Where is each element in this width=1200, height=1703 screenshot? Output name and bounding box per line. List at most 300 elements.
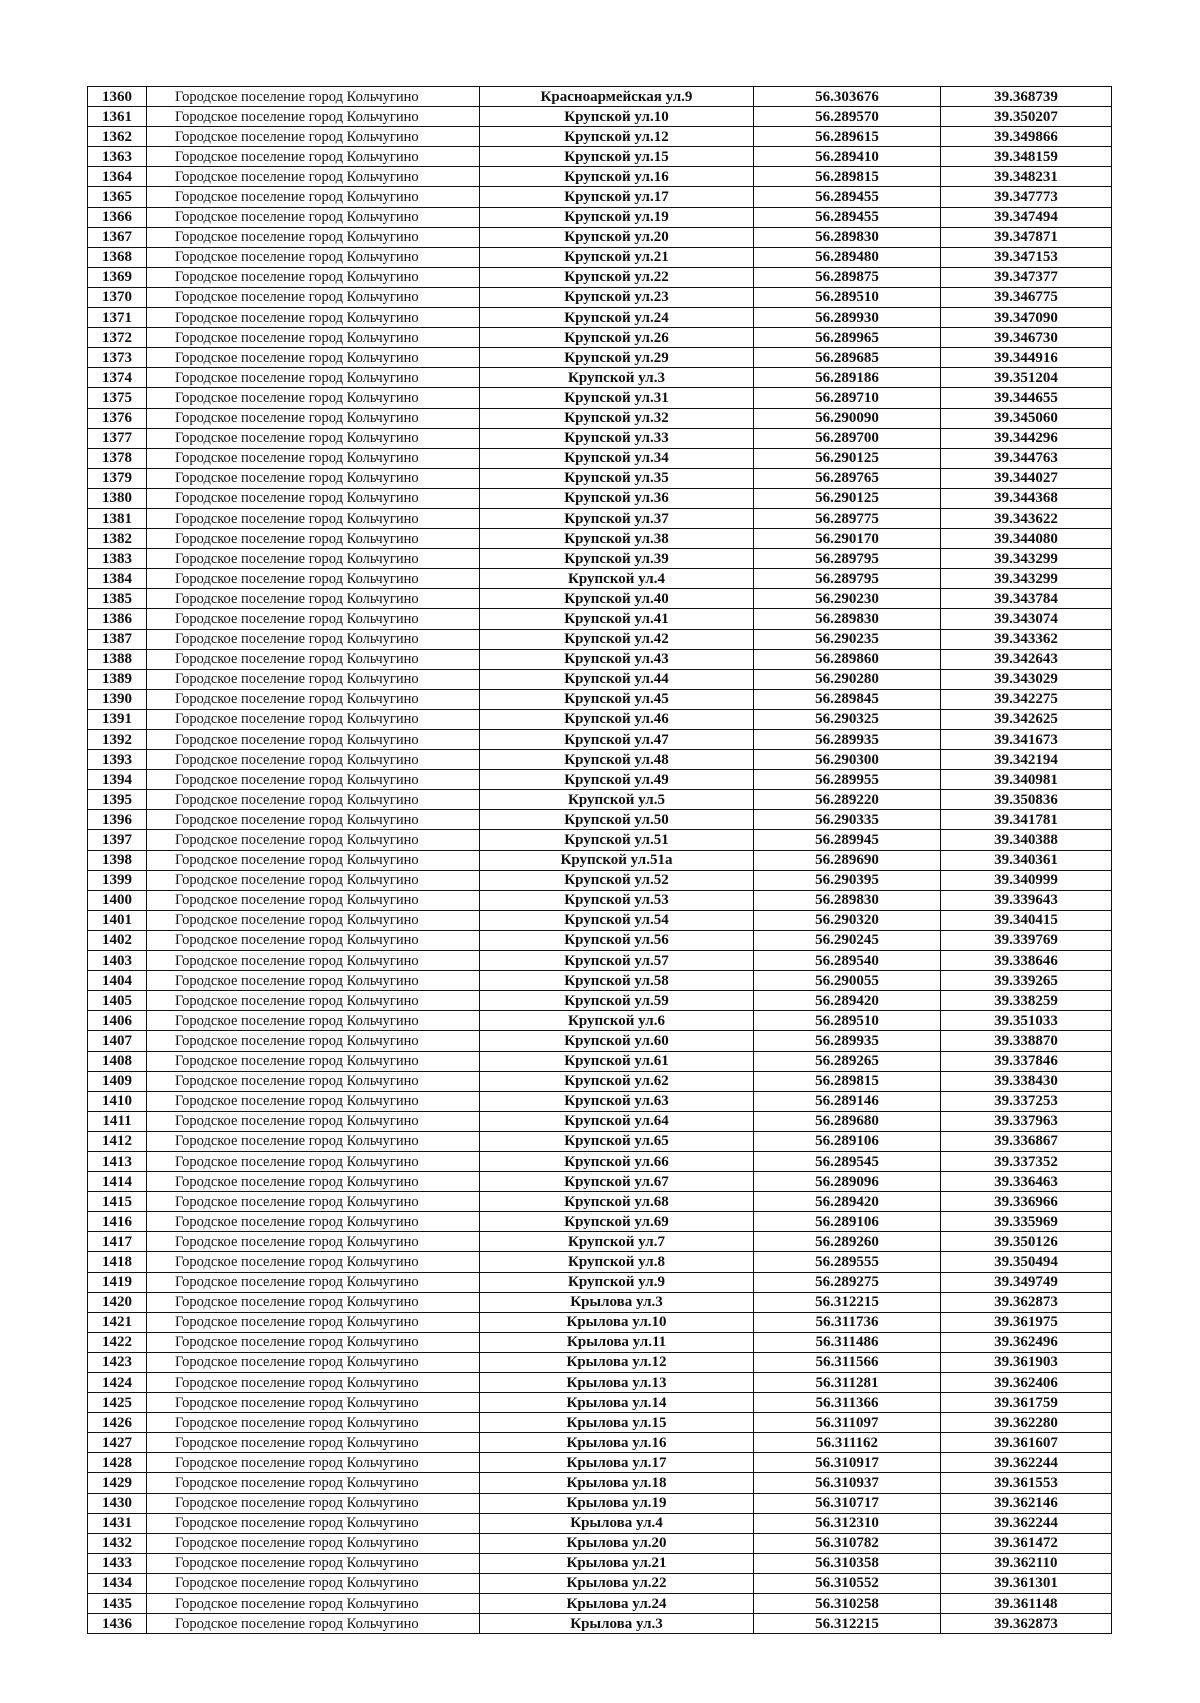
row-number-cell: 1380 [88,488,147,508]
settlement-cell: Городское поселение город Кольчугино [147,388,480,408]
table-row [88,1312,1112,1332]
address-cell: Крупской ул.48 [480,750,754,770]
latitude-cell: 56.311366 [754,1393,941,1413]
address-cell: Крупской ул.47 [480,730,754,750]
table-row [88,408,1112,428]
settlement-cell: Городское поселение город Кольчугино [147,227,480,247]
latitude-cell: 56.289690 [754,850,941,870]
longitude-cell: 39.362873 [941,1614,1112,1634]
row-number-cell: 1396 [88,810,147,830]
table-row [88,1172,1112,1192]
settlement-cell: Городское поселение город Кольчугино [147,508,480,528]
longitude-cell: 39.341673 [941,730,1112,750]
longitude-cell: 39.338259 [941,991,1112,1011]
table-row [88,468,1112,488]
settlement-cell: Городское поселение город Кольчугино [147,1553,480,1573]
address-cell: Крупской ул.37 [480,508,754,528]
longitude-cell: 39.362244 [941,1453,1112,1473]
row-number-cell: 1384 [88,569,147,589]
latitude-cell: 56.289935 [754,1031,941,1051]
settlement-cell: Городское поселение город Кольчугино [147,991,480,1011]
longitude-cell: 39.362406 [941,1373,1112,1393]
row-number-cell: 1428 [88,1453,147,1473]
latitude-cell: 56.290325 [754,709,941,729]
longitude-cell: 39.350494 [941,1252,1112,1272]
address-cell: Крупской ул.50 [480,810,754,830]
row-number-cell: 1365 [88,187,147,207]
longitude-cell: 39.361301 [941,1573,1112,1593]
row-number-cell: 1392 [88,730,147,750]
settlement-cell: Городское поселение город Кольчугино [147,609,480,629]
table-row [88,1453,1112,1473]
longitude-cell: 39.362496 [941,1332,1112,1352]
row-number-cell: 1405 [88,991,147,1011]
longitude-cell: 39.361607 [941,1433,1112,1453]
settlement-cell: Городское поселение город Кольчугино [147,669,480,689]
settlement-cell: Городское поселение город Кольчугино [147,448,480,468]
latitude-cell: 56.289420 [754,991,941,1011]
table-row [88,1533,1112,1553]
address-coordinates-table [87,86,1112,1634]
table-row [88,1252,1112,1272]
row-number-cell: 1391 [88,709,147,729]
latitude-cell: 56.289860 [754,649,941,669]
address-cell: Крылова ул.3 [480,1614,754,1634]
latitude-cell: 56.289680 [754,1111,941,1131]
latitude-cell: 56.289540 [754,951,941,971]
settlement-cell: Городское поселение город Кольчугино [147,890,480,910]
settlement-cell: Городское поселение город Кольчугино [147,1272,480,1292]
table-row [88,951,1112,971]
table-row [88,267,1112,287]
longitude-cell: 39.351204 [941,368,1112,388]
latitude-cell: 56.290235 [754,629,941,649]
longitude-cell: 39.344763 [941,448,1112,468]
table-row [88,1131,1112,1151]
longitude-cell: 39.339643 [941,890,1112,910]
settlement-cell: Городское поселение город Кольчугино [147,1312,480,1332]
settlement-cell: Городское поселение город Кольчугино [147,589,480,609]
latitude-cell: 56.289510 [754,287,941,307]
address-cell: Крупской ул.9 [480,1272,754,1292]
settlement-cell: Городское поселение город Кольчугино [147,629,480,649]
latitude-cell: 56.289410 [754,147,941,167]
latitude-cell: 56.290090 [754,408,941,428]
settlement-cell: Городское поселение город Кольчугино [147,910,480,930]
row-number-cell: 1417 [88,1232,147,1252]
longitude-cell: 39.341781 [941,810,1112,830]
latitude-cell: 56.290300 [754,750,941,770]
row-number-cell: 1379 [88,468,147,488]
settlement-cell: Городское поселение город Кольчугино [147,790,480,810]
row-number-cell: 1415 [88,1192,147,1212]
settlement-cell: Городское поселение город Кольчугино [147,1393,480,1413]
settlement-cell: Городское поселение город Кольчугино [147,1011,480,1031]
row-number-cell: 1402 [88,930,147,950]
table-row [88,971,1112,991]
longitude-cell: 39.344655 [941,388,1112,408]
table-body [88,87,1112,1634]
settlement-cell: Городское поселение город Кольчугино [147,1292,480,1312]
table-row [88,709,1112,729]
longitude-cell: 39.343074 [941,609,1112,629]
settlement-cell: Городское поселение город Кольчугино [147,328,480,348]
address-cell: Крупской ул.16 [480,167,754,187]
longitude-cell: 39.336966 [941,1192,1112,1212]
latitude-cell: 56.312215 [754,1292,941,1312]
address-cell: Крупской ул.3 [480,368,754,388]
longitude-cell: 39.340415 [941,910,1112,930]
longitude-cell: 39.340999 [941,870,1112,890]
row-number-cell: 1435 [88,1594,147,1614]
settlement-cell: Городское поселение город Кольчугино [147,1212,480,1232]
row-number-cell: 1408 [88,1051,147,1071]
settlement-cell: Городское поселение город Кольчугино [147,730,480,750]
longitude-cell: 39.350836 [941,790,1112,810]
table-row [88,589,1112,609]
longitude-cell: 39.342643 [941,649,1112,669]
row-number-cell: 1368 [88,247,147,267]
table-row [88,187,1112,207]
row-number-cell: 1386 [88,609,147,629]
latitude-cell: 56.289260 [754,1232,941,1252]
table-row [88,488,1112,508]
address-cell: Крупской ул.61 [480,1051,754,1071]
settlement-cell: Городское поселение город Кольчугино [147,1413,480,1433]
latitude-cell: 56.310937 [754,1473,941,1493]
longitude-cell: 39.347773 [941,187,1112,207]
table-row [88,649,1112,669]
address-cell: Крупской ул.20 [480,227,754,247]
table-row [88,1413,1112,1433]
row-number-cell: 1394 [88,770,147,790]
longitude-cell: 39.350126 [941,1232,1112,1252]
settlement-cell: Городское поселение город Кольчугино [147,770,480,790]
latitude-cell: 56.289830 [754,227,941,247]
latitude-cell: 56.289186 [754,368,941,388]
longitude-cell: 39.346775 [941,287,1112,307]
table-row [88,1553,1112,1573]
address-cell: Крылова ул.11 [480,1332,754,1352]
address-cell: Крупской ул.22 [480,267,754,287]
row-number-cell: 1399 [88,870,147,890]
latitude-cell: 56.311097 [754,1413,941,1433]
row-number-cell: 1421 [88,1312,147,1332]
address-cell: Крупской ул.52 [480,870,754,890]
settlement-cell: Городское поселение город Кольчугино [147,1513,480,1533]
settlement-cell: Городское поселение город Кольчугино [147,649,480,669]
settlement-cell: Городское поселение город Кольчугино [147,850,480,870]
row-number-cell: 1400 [88,890,147,910]
address-cell: Крупской ул.29 [480,348,754,368]
address-cell: Крупской ул.51 [480,830,754,850]
address-cell: Крупской ул.46 [480,709,754,729]
longitude-cell: 39.343362 [941,629,1112,649]
row-number-cell: 1377 [88,428,147,448]
address-cell: Крупской ул.4 [480,569,754,589]
latitude-cell: 56.289945 [754,830,941,850]
settlement-cell: Городское поселение город Кольчугино [147,1071,480,1091]
table-row [88,1111,1112,1131]
address-cell: Крупской ул.67 [480,1172,754,1192]
table-row [88,689,1112,709]
longitude-cell: 39.361975 [941,1312,1112,1332]
settlement-cell: Городское поселение город Кольчугино [147,1232,480,1252]
address-cell: Крупской ул.45 [480,689,754,709]
table-row [88,448,1112,468]
longitude-cell: 39.362110 [941,1553,1112,1573]
table-row [88,910,1112,930]
table-row [88,388,1112,408]
address-cell: Крупской ул.42 [480,629,754,649]
latitude-cell: 56.312215 [754,1614,941,1634]
address-cell: Крылова ул.16 [480,1433,754,1453]
latitude-cell: 56.290280 [754,669,941,689]
address-cell: Крупской ул.24 [480,308,754,328]
row-number-cell: 1395 [88,790,147,810]
longitude-cell: 39.337352 [941,1151,1112,1171]
latitude-cell: 56.289795 [754,569,941,589]
table-row [88,308,1112,328]
longitude-cell: 39.343299 [941,549,1112,569]
address-cell: Крылова ул.14 [480,1393,754,1413]
address-cell: Крупской ул.49 [480,770,754,790]
address-cell: Крупской ул.65 [480,1131,754,1151]
longitude-cell: 39.337963 [941,1111,1112,1131]
settlement-cell: Городское поселение город Кольчугино [147,368,480,388]
longitude-cell: 39.344368 [941,488,1112,508]
latitude-cell: 56.290125 [754,488,941,508]
table-row [88,830,1112,850]
settlement-cell: Городское поселение город Кольчугино [147,428,480,448]
latitude-cell: 56.289815 [754,167,941,187]
latitude-cell: 56.289220 [754,790,941,810]
address-cell: Крупской ул.69 [480,1212,754,1232]
row-number-cell: 1398 [88,850,147,870]
table-row [88,790,1112,810]
longitude-cell: 39.347090 [941,308,1112,328]
table-row [88,1573,1112,1593]
row-number-cell: 1374 [88,368,147,388]
address-cell: Крупской ул.5 [480,790,754,810]
latitude-cell: 56.290125 [754,448,941,468]
table-row [88,428,1112,448]
settlement-cell: Городское поселение город Кольчугино [147,750,480,770]
table-row [88,227,1112,247]
latitude-cell: 56.289106 [754,1212,941,1232]
row-number-cell: 1375 [88,388,147,408]
longitude-cell: 39.362280 [941,1413,1112,1433]
settlement-cell: Городское поселение город Кольчугино [147,870,480,890]
table-row [88,890,1112,910]
longitude-cell: 39.362244 [941,1513,1112,1533]
longitude-cell: 39.344296 [941,428,1112,448]
settlement-cell: Городское поселение город Кольчугино [147,549,480,569]
settlement-cell: Городское поселение город Кольчугино [147,1473,480,1493]
settlement-cell: Городское поселение город Кольчугино [147,1352,480,1372]
settlement-cell: Городское поселение город Кольчугино [147,488,480,508]
row-number-cell: 1362 [88,127,147,147]
settlement-cell: Городское поселение город Кольчугино [147,1332,480,1352]
settlement-cell: Городское поселение город Кольчугино [147,1453,480,1473]
row-number-cell: 1381 [88,508,147,528]
latitude-cell: 56.310552 [754,1573,941,1593]
latitude-cell: 56.311566 [754,1352,941,1372]
settlement-cell: Городское поселение город Кольчугино [147,1091,480,1111]
settlement-cell: Городское поселение город Кольчугино [147,1172,480,1192]
table-row [88,669,1112,689]
table-row [88,1393,1112,1413]
latitude-cell: 56.289775 [754,508,941,528]
table-row [88,529,1112,549]
address-cell: Крупской ул.6 [480,1011,754,1031]
longitude-cell: 39.343299 [941,569,1112,589]
address-cell: Крупской ул.21 [480,247,754,267]
longitude-cell: 39.362873 [941,1292,1112,1312]
latitude-cell: 56.289830 [754,890,941,910]
row-number-cell: 1369 [88,267,147,287]
table-row [88,549,1112,569]
settlement-cell: Городское поселение город Кольчугино [147,167,480,187]
settlement-cell: Городское поселение город Кольчугино [147,1151,480,1171]
table-row [88,1192,1112,1212]
settlement-cell: Городское поселение город Кольчугино [147,1493,480,1513]
address-cell: Крупской ул.32 [480,408,754,428]
table-row [88,810,1112,830]
row-number-cell: 1427 [88,1433,147,1453]
address-cell: Крылова ул.13 [480,1373,754,1393]
latitude-cell: 56.312310 [754,1513,941,1533]
row-number-cell: 1414 [88,1172,147,1192]
address-cell: Крылова ул.4 [480,1513,754,1533]
row-number-cell: 1418 [88,1252,147,1272]
settlement-cell: Городское поселение город Кольчугино [147,1131,480,1151]
latitude-cell: 56.310258 [754,1594,941,1614]
row-number-cell: 1409 [88,1071,147,1091]
latitude-cell: 56.289930 [754,308,941,328]
row-number-cell: 1425 [88,1393,147,1413]
latitude-cell: 56.289765 [754,468,941,488]
longitude-cell: 39.347377 [941,267,1112,287]
row-number-cell: 1366 [88,207,147,227]
address-cell: Крупской ул.53 [480,890,754,910]
longitude-cell: 39.350207 [941,107,1112,127]
row-number-cell: 1371 [88,308,147,328]
table-row [88,207,1112,227]
row-number-cell: 1363 [88,147,147,167]
table-row [88,107,1112,127]
row-number-cell: 1370 [88,287,147,307]
row-number-cell: 1364 [88,167,147,187]
longitude-cell: 39.335969 [941,1212,1112,1232]
address-cell: Крупской ул.10 [480,107,754,127]
table-row [88,569,1112,589]
latitude-cell: 56.289510 [754,1011,941,1031]
latitude-cell: 56.289545 [754,1151,941,1171]
latitude-cell: 56.289106 [754,1131,941,1151]
latitude-cell: 56.289096 [754,1172,941,1192]
longitude-cell: 39.337846 [941,1051,1112,1071]
settlement-cell: Городское поселение город Кольчугино [147,1573,480,1593]
row-number-cell: 1410 [88,1091,147,1111]
address-cell: Крупской ул.36 [480,488,754,508]
settlement-cell: Городское поселение город Кольчугино [147,529,480,549]
latitude-cell: 56.289685 [754,348,941,368]
latitude-cell: 56.289455 [754,207,941,227]
latitude-cell: 56.310717 [754,1493,941,1513]
latitude-cell: 56.290395 [754,870,941,890]
settlement-cell: Городское поселение город Кольчугино [147,1433,480,1453]
address-cell: Крупской ул.31 [480,388,754,408]
row-number-cell: 1432 [88,1533,147,1553]
row-number-cell: 1423 [88,1352,147,1372]
address-cell: Крылова ул.18 [480,1473,754,1493]
latitude-cell: 56.289845 [754,689,941,709]
longitude-cell: 39.349749 [941,1272,1112,1292]
table-row [88,1031,1112,1051]
longitude-cell: 39.347494 [941,207,1112,227]
latitude-cell: 56.311736 [754,1312,941,1332]
settlement-cell: Городское поселение город Кольчугино [147,709,480,729]
settlement-cell: Городское поселение город Кольчугино [147,1051,480,1071]
longitude-cell: 39.361759 [941,1393,1112,1413]
longitude-cell: 39.336867 [941,1131,1112,1151]
table-row [88,328,1112,348]
table-row [88,87,1112,107]
row-number-cell: 1387 [88,629,147,649]
longitude-cell: 39.351033 [941,1011,1112,1031]
longitude-cell: 39.342194 [941,750,1112,770]
address-cell: Крупской ул.40 [480,589,754,609]
latitude-cell: 56.290055 [754,971,941,991]
address-cell: Крупской ул.43 [480,649,754,669]
table-row [88,1011,1112,1031]
longitude-cell: 39.340388 [941,830,1112,850]
table-row [88,1151,1112,1171]
row-number-cell: 1413 [88,1151,147,1171]
table-row [88,1614,1112,1634]
latitude-cell: 56.290170 [754,529,941,549]
latitude-cell: 56.289830 [754,609,941,629]
longitude-cell: 39.361148 [941,1594,1112,1614]
settlement-cell: Городское поселение город Кольчугино [147,287,480,307]
longitude-cell: 39.348159 [941,147,1112,167]
table-row [88,508,1112,528]
settlement-cell: Городское поселение город Кольчугино [147,348,480,368]
table-row [88,348,1112,368]
longitude-cell: 39.338646 [941,951,1112,971]
latitude-cell: 56.289420 [754,1192,941,1212]
settlement-cell: Городское поселение город Кольчугино [147,1192,480,1212]
address-cell: Крупской ул.58 [480,971,754,991]
settlement-cell: Городское поселение город Кольчугино [147,569,480,589]
table-row [88,1433,1112,1453]
longitude-cell: 39.339265 [941,971,1112,991]
address-cell: Крупской ул.34 [480,448,754,468]
table-row [88,1493,1112,1513]
longitude-cell: 39.361903 [941,1352,1112,1372]
address-cell: Красноармейская ул.9 [480,87,754,107]
settlement-cell: Городское поселение город Кольчугино [147,1373,480,1393]
table-row [88,287,1112,307]
address-cell: Крылова ул.21 [480,1553,754,1573]
longitude-cell: 39.337253 [941,1091,1112,1111]
longitude-cell: 39.368739 [941,87,1112,107]
latitude-cell: 56.311281 [754,1373,941,1393]
latitude-cell: 56.289570 [754,107,941,127]
latitude-cell: 56.289275 [754,1272,941,1292]
settlement-cell: Городское поселение город Кольчугино [147,127,480,147]
